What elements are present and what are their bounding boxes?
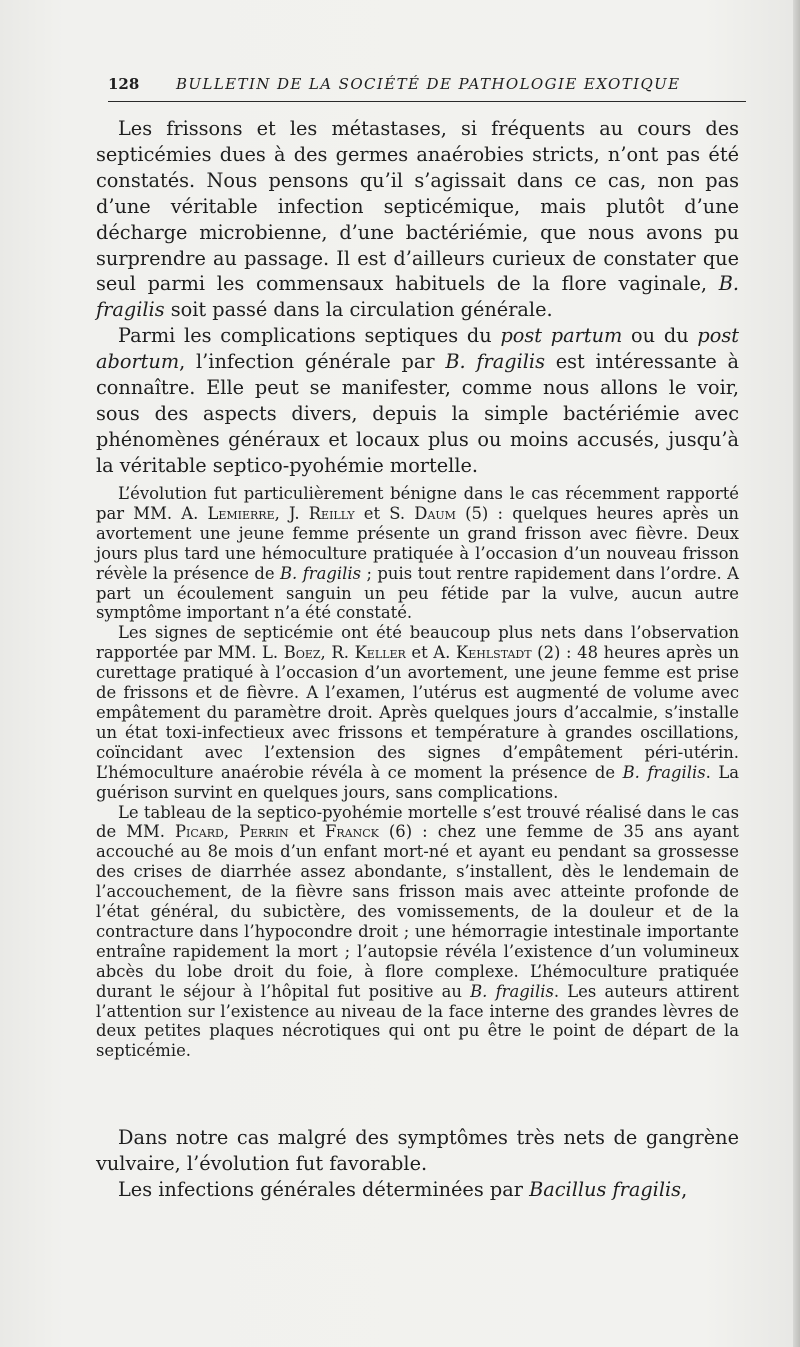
text: ou du bbox=[622, 324, 698, 348]
paragraph bbox=[96, 623, 739, 802]
author-name: Daum bbox=[414, 503, 456, 523]
text: , bbox=[223, 822, 240, 842]
author-name: Lemierre bbox=[207, 503, 275, 523]
text: et A. bbox=[405, 643, 456, 663]
author-name: Reilly bbox=[308, 503, 355, 523]
latin-term: post partum bbox=[500, 324, 623, 348]
species-name: B. fragilis bbox=[445, 350, 545, 374]
text: Dans notre cas malgré des symptômes très nets de gangrène vulvaire, l’évolution fut favorable. bbox=[96, 1126, 739, 1175]
page-edge bbox=[793, 0, 800, 1347]
author-name: Perrin bbox=[239, 822, 289, 842]
page-number: 128 bbox=[108, 75, 140, 93]
paragraph bbox=[96, 323, 739, 478]
text: . Les auteurs attirent l’attention sur l’existence au niveau de la face interne des grandes lèvres de deux petites plaques nécrotiques qui ont pu être le point de départ de la septicémie. bbox=[96, 981, 739, 1061]
text: Parmi les complications septiques du bbox=[118, 324, 501, 348]
text: Les signes de septicémie ont été beaucoup plus nets dans l’observation rapportée par MM. L. bbox=[96, 623, 739, 663]
text: Le tableau de la septico-pyohémie mortelle s’est trouvé réalisé dans le cas de MM. bbox=[96, 802, 739, 842]
text: , J. bbox=[274, 503, 309, 523]
paragraph bbox=[96, 1177, 739, 1203]
text: L’évolution fut particulièrement bénigne dans le cas récemment rapporté par MM. A. bbox=[96, 484, 739, 523]
text: et S. bbox=[354, 503, 415, 523]
text: ; puis tout rentre rapidement dans l’ordre. A part un écoulement sanguin un peu fétide par la vulve, aucun autre symptôme important n’a été constaté. bbox=[96, 563, 739, 623]
latin-term: post abortum bbox=[96, 324, 739, 374]
running-title: BULLETIN DE LA SOCIÉTÉ DE PATHOLOGIE EXOTIQUE bbox=[176, 75, 681, 93]
text: soit passé dans la circulation générale. bbox=[164, 298, 553, 322]
author-name: Boez bbox=[283, 643, 321, 663]
text: et bbox=[288, 822, 326, 842]
species-name: B. fragilis bbox=[470, 981, 554, 1001]
paragraph bbox=[96, 803, 739, 1062]
species-name: B. fragilis bbox=[280, 563, 362, 583]
text: , bbox=[681, 1177, 688, 1201]
paragraph bbox=[96, 1125, 739, 1177]
text: . La guérison survint en quelques jours, sans complications. bbox=[96, 762, 739, 802]
author-name: Picard bbox=[175, 822, 224, 842]
text: (5) : quelques heures après un avortement une jeune femme présente un grand frisson avec fièvre. Deux jours plus tard une hémoculture pratiquée à l’occasion d’un nouveau frisson révèle la présence de bbox=[96, 503, 739, 583]
text: (6) : chez une femme de 35 ans ayant accouché au 8e mois d’un enfant mort-né et ayant eu pendant sa grossesse des crises de diarrhée assez abondante, s’installent, dès le lendemain de l’accouchement, de la fièvre sans frisson mais avec atteinte profonde de l’état général, du subictère, des vomissements, de la douleur et de la contracture dans l’hypocondre droit ; une hémorragie intestinale importante entraîne rapidement la mort ; l’autopsie révéla l’existence d’un volumineux abcès du lobe droit du foie, à flore complexe. L’hémoculture pratiquée durant le séjour à l’hôpital fut positive au bbox=[96, 822, 739, 1001]
text: , R. bbox=[320, 643, 355, 663]
text: est intéressante à connaître. Elle peut se manifester, comme nous allons le voir, sous des aspects divers, depuis la simple bactériémie avec phénomènes généraux et locaux plus ou moins accusés, jusqu’à la véritable septico-pyohémie mortelle. bbox=[96, 350, 740, 477]
case-reports-block bbox=[96, 484, 739, 1061]
text: (2) : 48 heures après un curettage pratiqué à l’occasion d’un avortement, une jeune femme est prise de frissons et de fièvre. A l’examen, l’utérus est augmenté de volume avec empâtement du paramètre droit. Après quelques jours d’accalmie, s’installe un état toxi-infectieux avec frissons et température à grandes oscillations, coïncidant avec l’extension des signes d’empâtement péri-utérin. L’hémoculture anaérobie révéla à ce moment la présence de bbox=[96, 643, 740, 782]
species-name: B. fragilis bbox=[622, 762, 706, 782]
header-rule bbox=[108, 101, 746, 102]
text: Les frissons et les métastases, si fréquents au cours des septicémies dues à des germes anaérobies stricts, n’ont pas été constatés. Nous pensons qu’il s’agissait dans ce cas, non pas d’une véritable infection septicémique, mais plutôt d’une décharge microbienne, d’une bactériémie, que nous avons pu surprendre au passage. Il est d’ailleurs curieux de constater que seul parmi les commensaux habituels de la flore vaginale, bbox=[96, 117, 739, 296]
author-name: Kehlstadt bbox=[456, 643, 532, 663]
author-name: Franck bbox=[325, 822, 379, 842]
main-text-bottom bbox=[96, 1125, 739, 1203]
text: , l’infection générale par bbox=[179, 350, 446, 374]
paragraph bbox=[96, 116, 739, 323]
text: Les infections générales déterminées par bbox=[118, 1177, 530, 1201]
paragraph bbox=[96, 484, 739, 623]
species-name: B. fragilis bbox=[96, 272, 739, 322]
page-header bbox=[108, 75, 746, 99]
main-text-top bbox=[96, 116, 739, 479]
species-name: Bacillus fragilis bbox=[529, 1177, 682, 1201]
author-name: Keller bbox=[354, 643, 406, 663]
